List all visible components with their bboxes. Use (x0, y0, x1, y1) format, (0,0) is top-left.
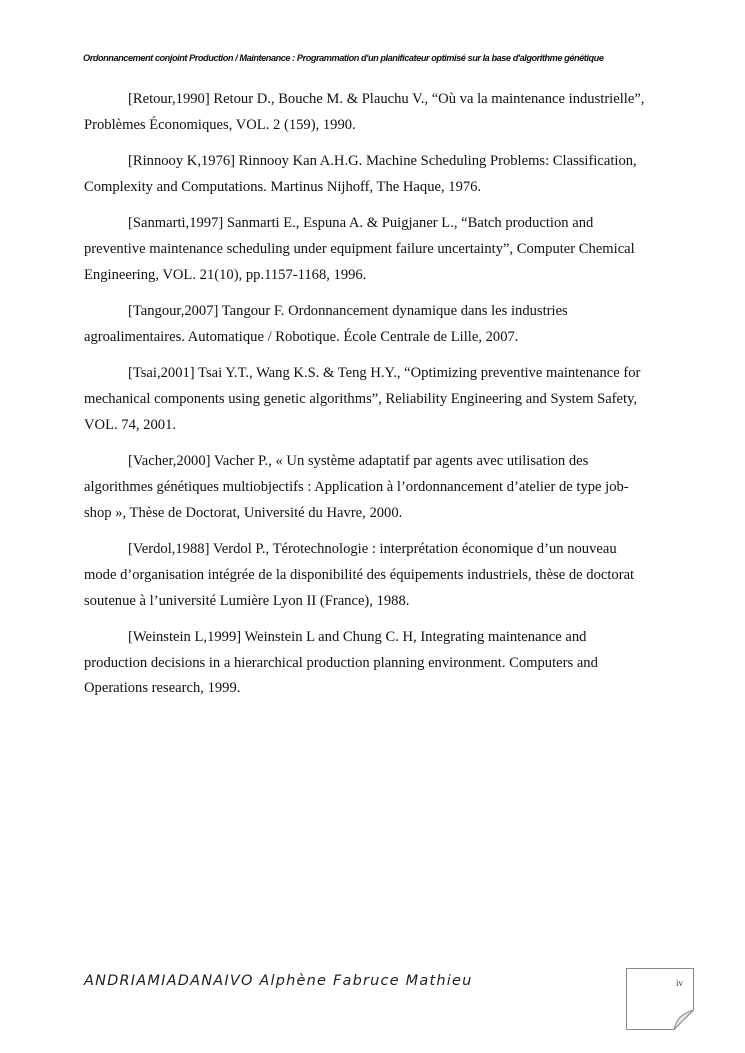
reference-list (84, 87, 652, 713)
reference-entry: [Vacher,2000] Vacher P., « Un système adaptatif par agents avec utilisation des algorithmes génétiques multiobjectifs : Application à l’ordonnancement d’atelier de type job-shop », Thèse de Doctorat, Université du Havre, 2000. (84, 453, 629, 521)
page-number: iv (676, 978, 684, 988)
reference-entry: [Tangour,2007] Tangour F. Ordonnancement dynamique dans les industries agroalimentaires. Automatique / Robotique. École Centrale de Lille, 2007. (84, 303, 568, 345)
reference-entry: [Verdol,1988] Verdol P., Térotechnologie : interprétation économique d’un nouveau mode d’organisation intégrée de la disponibilité des équipements industriels, thèse de doctorat soutenue à l’université Lumière Lyon II (France), 1988. (84, 540, 635, 609)
reference-entry: [Tsai,2001] Tsai Y.T., Wang K.S. & Teng H.Y., “Optimizing preventive maintenance for mechanical components using genetic algorithms”, Reliability Engineering and System Safety, VOL. 74, 2001. (84, 365, 641, 433)
footer-author: ANDRIAMIADANAIVO Alphène Fabruce Mathieu (84, 973, 473, 989)
running-header: Ordonnancement conjoint Production / Maintenance : Programmation d'un planificateur optimisé sur la base d'algorithme génétique (83, 53, 604, 63)
reference-entry: [Weinstein L,1999] Weinstein L and Chung C. H, Integrating maintenance and production decisions in a hierarchical production planning environment. Computers and Operations research, 1999. (84, 628, 598, 697)
reference-entry: [Sanmarti,1997] Sanmarti E., Espuna A. & Puigjaner L., “Batch production and preventive maintenance scheduling under equipment failure uncertainty”, Computer Chemical Engineering, VOL. 21(10), pp.1157-1168, 1996. (84, 215, 635, 283)
page-curl-icon (626, 968, 694, 1030)
reference-entry: [Retour,1990] Retour D., Bouche M. & Plauchu V., “Où va la maintenance industrielle”, Problèmes Économiques, VOL. 2 (159), 1990. (84, 91, 645, 133)
reference-entry: [Rinnooy K,1976] Rinnooy Kan A.H.G. Machine Scheduling Problems: Classification, Complexity and Computations. Martinus Nijhoff, The Haque, 1976. (84, 153, 637, 195)
